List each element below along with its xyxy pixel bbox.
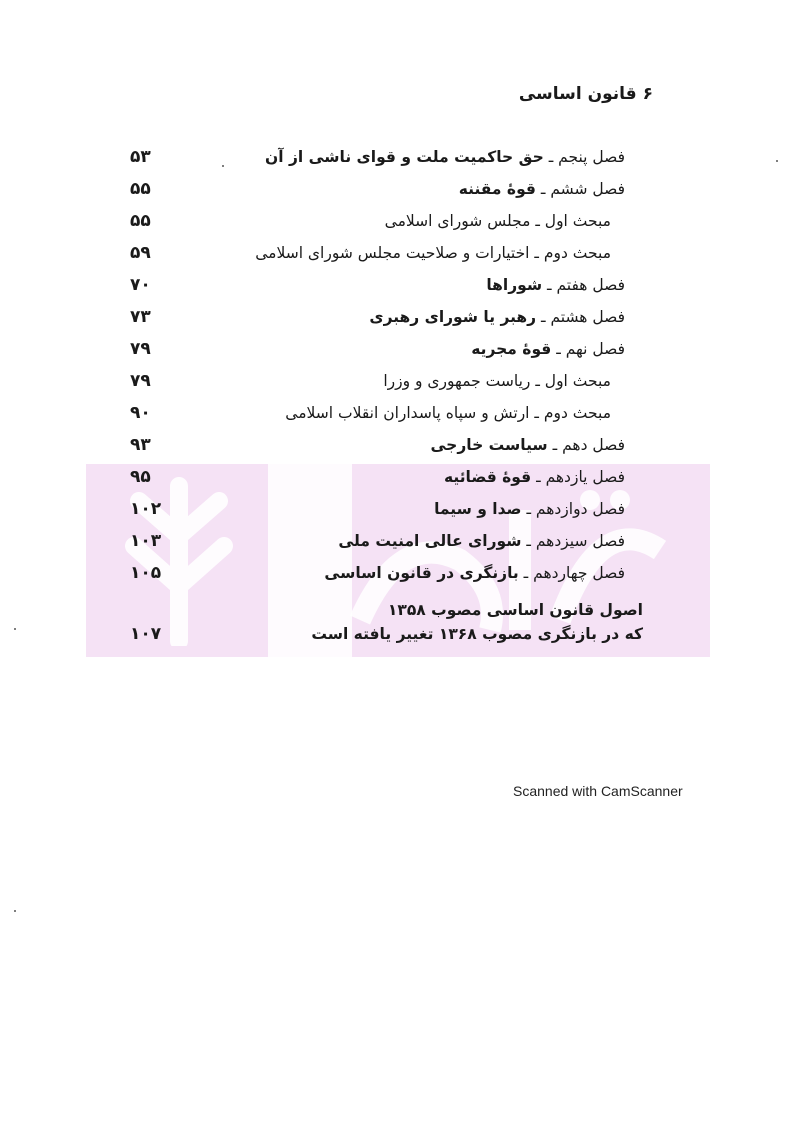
- toc-entry-title: [434, 500, 625, 518]
- toc-row: [0, 176, 793, 206]
- scan-speck: [14, 628, 16, 630]
- toc-entry-heading: بازنگری در قانون اساسی: [324, 564, 519, 582]
- toc-row: [0, 464, 793, 494]
- scan-speck: [222, 165, 224, 167]
- toc-entry-heading: شوراها: [486, 276, 543, 294]
- toc-entry-prefix: فصل نهم ـ: [551, 340, 625, 358]
- toc-row: [0, 304, 793, 334]
- toc-page-number: ۹۰: [130, 403, 151, 423]
- toc-row: [0, 240, 793, 270]
- toc-page-number: ۵۳: [130, 147, 151, 167]
- toc-entry-prefix: مبحث اول ـ: [530, 372, 611, 390]
- toc-page-number: ۱۰۵: [130, 563, 162, 583]
- toc-page-number: ۱۰۳: [130, 531, 162, 551]
- toc-entry-prefix: فصل هفتم ـ: [542, 276, 625, 294]
- toc-entry-line2: که در بازنگری مصوب ۱۳۶۸ تغییر یافته است: [311, 625, 643, 643]
- page-header: ۶ قانون اساسی: [518, 84, 653, 104]
- toc-entry-prefix: مبحث دوم ـ: [529, 404, 611, 422]
- toc-row: [0, 336, 793, 366]
- toc-row-final: [0, 601, 793, 654]
- toc-entry-title: [311, 598, 643, 646]
- scan-speck: [14, 910, 16, 912]
- toc-row: [0, 496, 793, 526]
- toc-entry-heading: قوهٔ قضائیه: [443, 468, 532, 486]
- toc-entry-prefix: فصل سیزدهم ـ: [521, 532, 625, 550]
- toc-entry-prefix: فصل ششم ـ: [535, 180, 625, 198]
- toc-entry-title: [444, 468, 625, 486]
- toc-row: [0, 368, 793, 398]
- toc-page-number: ۷۹: [130, 339, 151, 359]
- toc-entry-prefix: فصل یازدهم ـ: [531, 468, 625, 486]
- toc-row: [0, 400, 793, 430]
- toc-entry-prefix: فصل دوازدهم ـ: [521, 500, 625, 518]
- toc-entry-heading: حق حاکمیت ملت و قوای ناشی از آن: [265, 148, 544, 166]
- toc-entry-title: [369, 308, 625, 326]
- toc-entry-prefix: فصل چهاردهم ـ: [518, 564, 625, 582]
- toc-entry-prefix: فصل هشتم ـ: [536, 308, 625, 326]
- toc-page-number: ۹۳: [130, 435, 151, 455]
- toc-entry-title: [471, 340, 625, 358]
- toc-page-number: ۱۰۲: [130, 499, 162, 519]
- toc-entry-title: [338, 532, 625, 550]
- toc-row: [0, 432, 793, 462]
- scan-speck: [776, 160, 778, 162]
- toc-entry-title: [255, 244, 611, 262]
- toc-page-number: ۷۳: [130, 307, 151, 327]
- toc-entry-title: [265, 148, 625, 166]
- toc-entry-heading: اختیارات و صلاحیت مجلس شورای اسلامی: [255, 244, 530, 262]
- toc-entry-title: [385, 212, 611, 230]
- toc-entry-line1: اصول قانون اساسی مصوب ۱۳۵۸: [387, 601, 643, 619]
- toc-page-number: ۷۹: [130, 371, 151, 391]
- toc-page-number: ۹۵: [130, 467, 151, 487]
- toc-entry-heading: ریاست جمهوری و وزرا: [383, 372, 531, 390]
- toc-entry-heading: رهبر یا شورای رهبری: [369, 308, 537, 326]
- table-of-contents: [0, 144, 793, 644]
- toc-entry-title: [383, 372, 611, 390]
- toc-entry-heading: شورای عالی امنیت ملی: [338, 532, 522, 550]
- toc-entry-heading: قوهٔ مجریه: [471, 340, 552, 358]
- toc-entry-heading: قوهٔ مقننه: [458, 180, 536, 198]
- toc-entry-title: [459, 180, 625, 198]
- toc-page-number: ۷۰: [130, 275, 151, 295]
- toc-row: [0, 560, 793, 590]
- toc-row: [0, 272, 793, 302]
- toc-row: [0, 144, 793, 174]
- toc-entry-heading: صدا و سیما: [434, 500, 522, 518]
- toc-entry-prefix: فصل پنجم ـ: [543, 148, 625, 166]
- toc-entry-title: [430, 436, 625, 454]
- toc-entry-heading: مجلس شورای اسلامی: [384, 212, 531, 230]
- toc-row: [0, 208, 793, 238]
- toc-entry-heading: ارتش و سپاه پاسداران انقلاب اسلامی: [285, 404, 530, 422]
- toc-page-number: ۱۰۷: [130, 624, 162, 644]
- toc-page-number: ۵۹: [130, 243, 151, 263]
- toc-entry-title: [285, 404, 611, 422]
- toc-page-number: ۵۵: [130, 179, 151, 199]
- toc-entry-prefix: مبحث اول ـ: [530, 212, 611, 230]
- toc-page-number: ۵۵: [130, 211, 151, 231]
- scanner-footer: Scanned with CamScanner: [513, 783, 683, 799]
- toc-entry-prefix: مبحث دوم ـ: [529, 244, 611, 262]
- toc-entry-heading: سیاست خارجی: [430, 436, 548, 454]
- toc-entry-title: [486, 276, 625, 294]
- toc-entry-title: [324, 564, 625, 582]
- toc-row: [0, 528, 793, 558]
- toc-entry-prefix: فصل دهم ـ: [547, 436, 625, 454]
